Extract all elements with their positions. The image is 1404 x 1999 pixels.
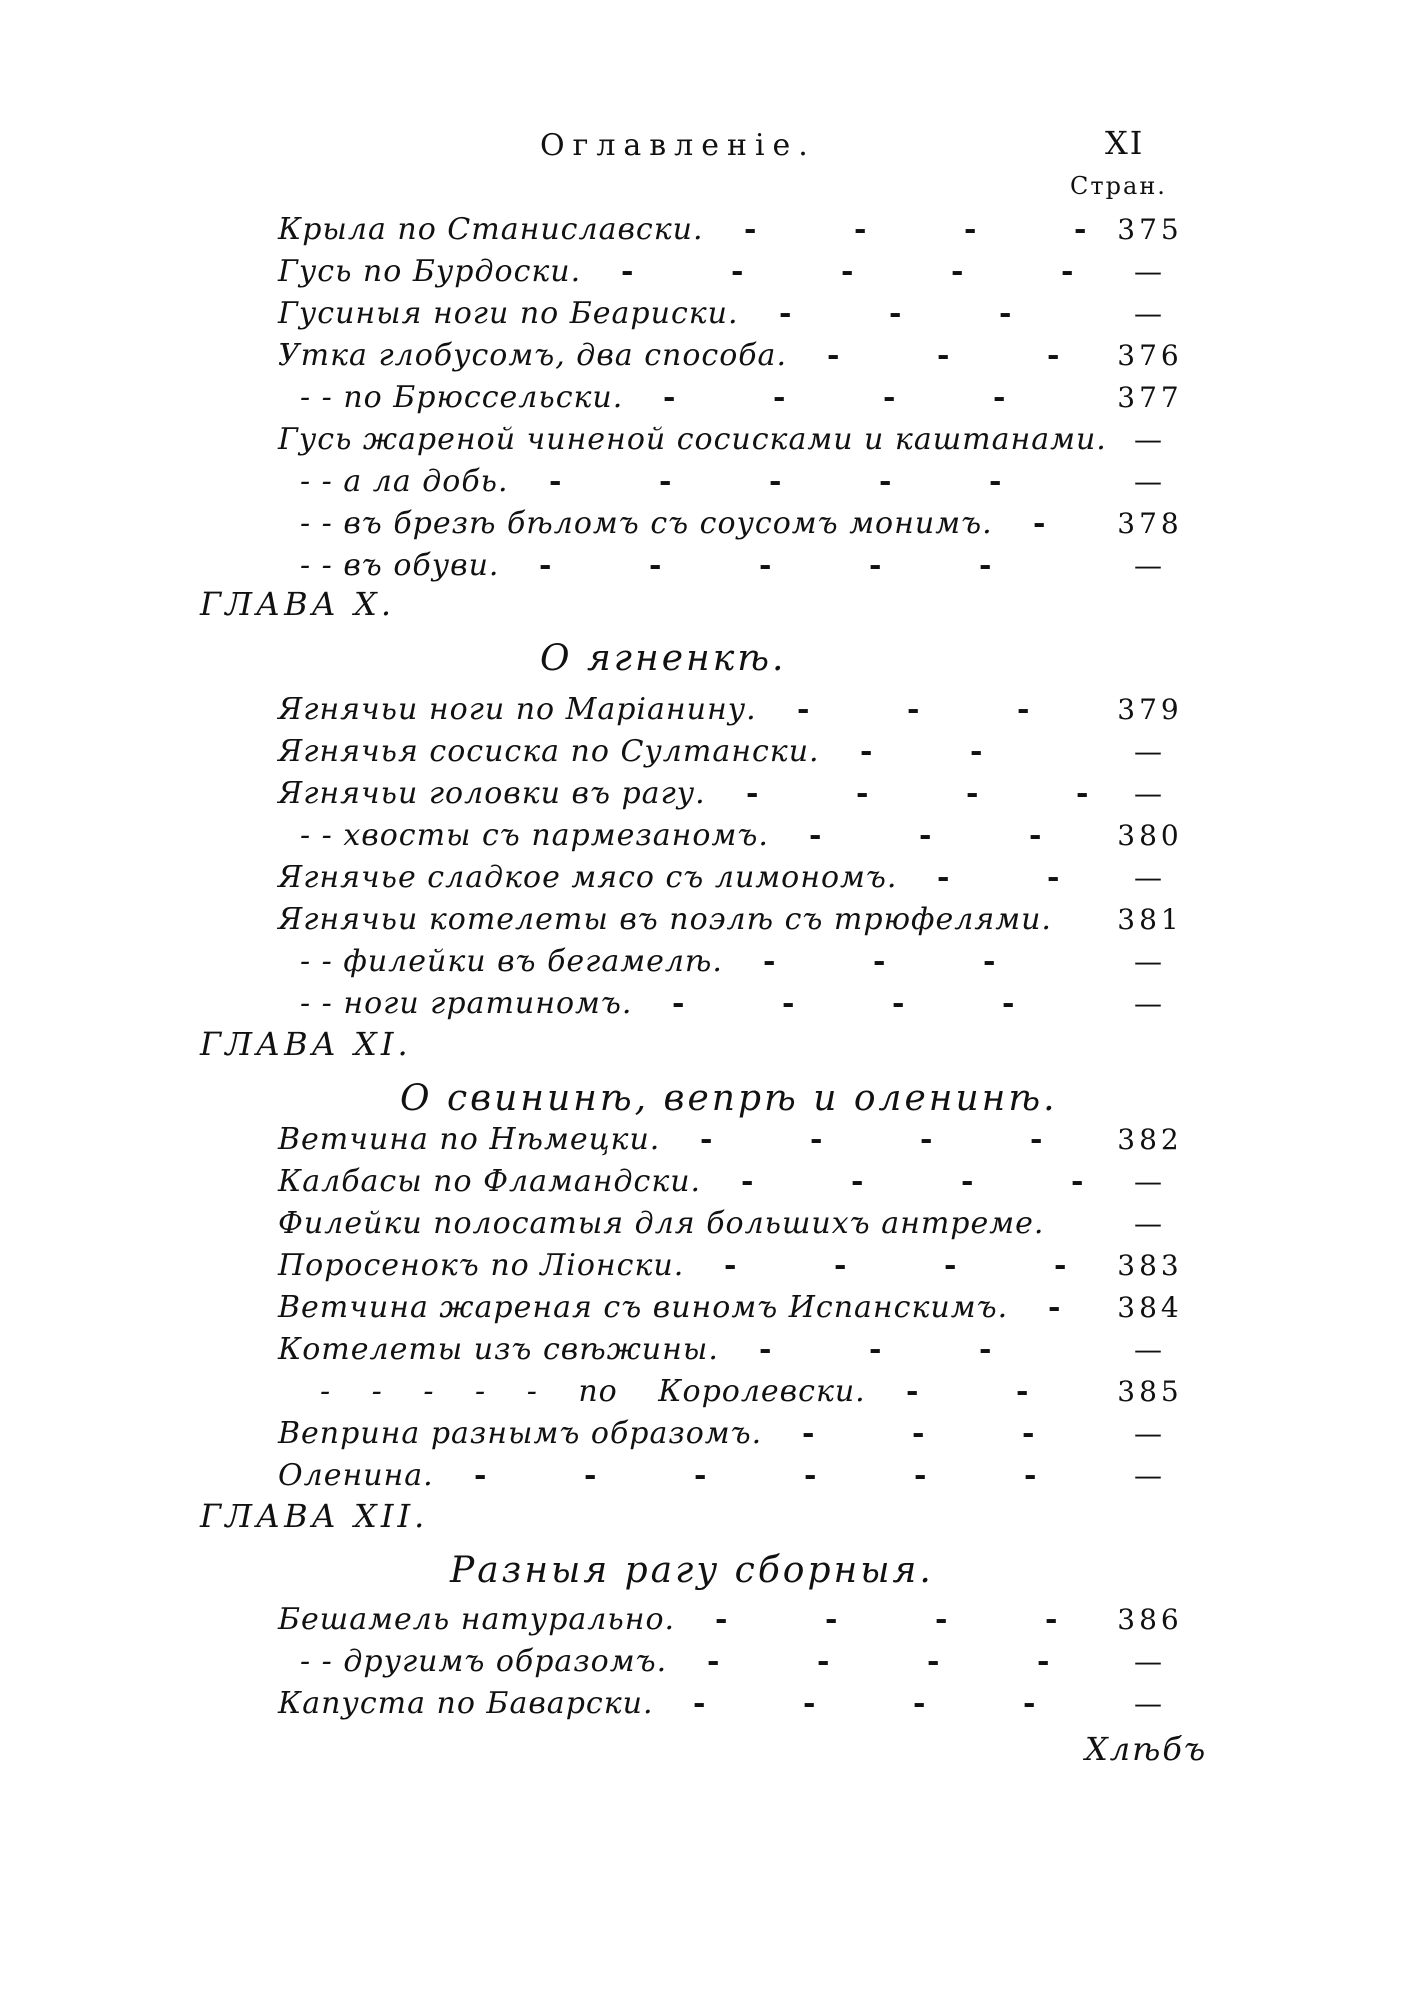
toc-entry-label: Бешамель натурально. [278, 1602, 676, 1637]
leader-dash: - [964, 212, 977, 247]
leader-dash: - [810, 1122, 823, 1157]
chapter-heading: ГЛАВА Х. [200, 585, 395, 623]
leader-dash: - [621, 254, 634, 289]
toc-entry-page: — [1134, 1645, 1166, 1678]
toc-entry [0, 816, 1404, 856]
toc-entry-page: — [1134, 465, 1166, 498]
toc-entry-page: 385 [1117, 1375, 1183, 1408]
leader-dash: - [1076, 776, 1089, 811]
leader-dash: - [913, 1686, 926, 1721]
leader-dash: - [935, 1602, 948, 1637]
toc-entry-page: — [1134, 423, 1166, 456]
leader-dash: - [549, 464, 562, 499]
leader-dash: - [834, 1248, 847, 1283]
toc-entry-label: - - ноги гратиномъ. [300, 986, 633, 1021]
leader-dash: - [782, 986, 795, 1021]
leader-dash: - [966, 776, 979, 811]
toc-entry-label: Ягнячьи котелеты въ поэлѣ съ трюфелями. [278, 902, 1052, 937]
leader-dash: - [707, 1644, 720, 1679]
leader-dash: - [700, 1122, 713, 1157]
toc-entry-page: — [1134, 1333, 1166, 1366]
toc-entry [0, 1372, 1404, 1412]
toc-entry [0, 420, 1404, 460]
leader-dash: - [937, 860, 950, 895]
chapter-title: О ягненкѣ. [540, 638, 787, 679]
leader-dash: - [889, 296, 902, 331]
leader-dash: - [741, 1164, 754, 1199]
toc-entry-label: Гусь по Бурдоски. [278, 254, 582, 289]
toc-entry [0, 546, 1404, 586]
toc-entry [0, 732, 1404, 772]
leader-dash: - [920, 1122, 933, 1157]
leader-dash: - [983, 944, 996, 979]
leader-dash: - [993, 380, 1006, 415]
toc-entry [0, 252, 1404, 292]
toc-entry [0, 690, 1404, 730]
toc-entry-label: - - въ брезѣ бѣломъ съ соусомъ монимъ. [300, 506, 993, 541]
leader-dash: - [731, 254, 744, 289]
catchword: Хлѣбъ [1085, 1730, 1208, 1768]
toc-entry-page: — [1134, 1687, 1166, 1720]
toc-entry-label: - - въ обуви. [300, 548, 500, 583]
toc-entry-page: 377 [1117, 381, 1183, 414]
leader-dash: - [827, 338, 840, 373]
leader-dash: - [802, 1416, 815, 1451]
toc-entry [0, 504, 1404, 544]
toc-entry-page: 384 [1117, 1291, 1183, 1324]
toc-entry-label: Ветчина по Нѣмецки. [278, 1122, 661, 1157]
toc-entry [0, 984, 1404, 1024]
chapter-heading: ГЛАВА ХІ. [200, 1025, 412, 1063]
leader-dash: - [649, 548, 662, 583]
leader-dash: - [851, 1164, 864, 1199]
toc-entry-label: - - по Брюссельски. [300, 380, 624, 415]
toc-entry [0, 336, 1404, 376]
leader-dash: - [860, 734, 873, 769]
toc-entry-label: - - а ла добь. [300, 464, 509, 499]
leader-dash: - [1047, 860, 1060, 895]
toc-entry-label: Ветчина жареная съ виномъ Испанскимъ. [278, 1290, 1009, 1325]
leader-dash: - [759, 1332, 772, 1367]
leader-dash: - [989, 464, 1002, 499]
page-number: XI [1105, 124, 1145, 162]
chapter-heading: ГЛАВА ХІІ. [200, 1497, 429, 1535]
leader-dash: - [779, 296, 792, 331]
toc-entry-page: 386 [1117, 1603, 1183, 1636]
toc-entry-page: — [1134, 861, 1166, 894]
leader-dash: - [1029, 818, 1042, 853]
leader-dash: - [841, 254, 854, 289]
running-title: Оглавленіе. [540, 128, 816, 163]
toc-entry-page: — [1134, 255, 1166, 288]
toc-entry [0, 1456, 1404, 1496]
leader-dash: - [659, 464, 672, 499]
toc-entry-page: 382 [1117, 1123, 1183, 1156]
toc-entry-page: 378 [1117, 507, 1183, 540]
toc-entry-page: — [1134, 777, 1166, 810]
leader-dash: - [854, 212, 867, 247]
leader-dash: - [1023, 1686, 1036, 1721]
toc-entry [0, 1414, 1404, 1454]
leader-dash: - [944, 1248, 957, 1283]
toc-entry-label: Филейки полосатыя для большихъ антреме. [278, 1206, 1045, 1241]
leader-dash: - [999, 296, 1012, 331]
leader-dash: - [869, 548, 882, 583]
leader-dash: - [663, 380, 676, 415]
toc-entry [0, 1600, 1404, 1640]
toc-entry-label: Калбасы по Фламандски. [278, 1164, 702, 1199]
leader-dash: - [759, 548, 772, 583]
toc-entry-label: Ягнячья сосиска по Султански. [278, 734, 820, 769]
leader-dash: - [474, 1458, 487, 1493]
toc-entry-page: 381 [1117, 903, 1183, 936]
leader-dash: - [1022, 1416, 1035, 1451]
leader-dash: - [1048, 1290, 1061, 1325]
leader-dash: - [856, 776, 869, 811]
leader-dash: - [1017, 692, 1030, 727]
leader-dash: - [937, 338, 950, 373]
leader-dash: - [1016, 1374, 1029, 1409]
toc-entry-label: Ягнячьи ноги по Маріанину. [278, 692, 757, 727]
toc-entry [0, 294, 1404, 334]
toc-entry [0, 210, 1404, 250]
toc-entry-page: — [1134, 297, 1166, 330]
leader-dash: - [919, 818, 932, 853]
toc-entry-label: Ягнячьи головки въ рагу. [278, 776, 706, 811]
toc-entry-page: — [1134, 735, 1166, 768]
toc-entry [0, 1162, 1404, 1202]
toc-entry-page: 376 [1117, 339, 1183, 372]
leader-dash: - [912, 1416, 925, 1451]
leader-dash: - [817, 1644, 830, 1679]
leader-dash: - [883, 380, 896, 415]
page-column-label: Стран. [1070, 172, 1167, 200]
toc-entry-label: - - филейки въ бегамелѣ. [300, 944, 723, 979]
toc-entry-page: — [1134, 1165, 1166, 1198]
leader-dash: - [873, 944, 886, 979]
leader-dash: - [1002, 986, 1015, 1021]
toc-entry-label: Котелеты изъ свѣжины. [278, 1332, 719, 1367]
chapter-title: О свининѣ, вепрѣ и оленинѣ. [400, 1078, 1058, 1119]
toc-entry-label: Ягнячье сладкое мясо съ лимономъ. [278, 860, 898, 895]
leader-dash: - [906, 1374, 919, 1409]
leader-dash: - [809, 818, 822, 853]
leader-dash: - [1061, 254, 1074, 289]
toc-entry-page: 379 [1117, 693, 1183, 726]
leader-dash: - [715, 1602, 728, 1637]
toc-entry [0, 774, 1404, 814]
toc-entry [0, 942, 1404, 982]
toc-entry-page: — [1134, 945, 1166, 978]
toc-entry [0, 1330, 1404, 1370]
toc-entry-page: — [1134, 1417, 1166, 1450]
leader-dash: - [539, 548, 552, 583]
toc-entry-label: - - хвосты съ пармезаномъ. [300, 818, 769, 853]
leader-dash: - [803, 1686, 816, 1721]
leader-dash: - [979, 548, 992, 583]
toc-entry-page: 383 [1117, 1249, 1183, 1282]
leader-dash: - [1033, 506, 1046, 541]
toc-entry-page: — [1134, 1459, 1166, 1492]
toc-entry [0, 378, 1404, 418]
leader-dash: - [694, 1458, 707, 1493]
toc-entry-label: - - другимъ образомъ. [300, 1644, 668, 1679]
leader-dash: - [1030, 1122, 1043, 1157]
toc-entry-page: — [1134, 549, 1166, 582]
toc-entry-label: Утка глобусомъ, два способа. [278, 338, 787, 373]
leader-dash: - [804, 1458, 817, 1493]
leader-dash: - [1024, 1458, 1037, 1493]
leader-dash: - [914, 1458, 927, 1493]
toc-entry-label: Капуста по Баварски. [278, 1686, 654, 1721]
leader-dash: - [970, 734, 983, 769]
leader-dash: - [773, 380, 786, 415]
leader-dash: - [1047, 338, 1060, 373]
leader-dash: - [797, 692, 810, 727]
leader-dash: - [744, 212, 757, 247]
leader-dash: - [892, 986, 905, 1021]
toc-entry [0, 1642, 1404, 1682]
toc-entry [0, 1204, 1404, 1244]
leader-dash: - [879, 464, 892, 499]
toc-entry [0, 1246, 1404, 1286]
leader-dash: - [907, 692, 920, 727]
leader-dash: - [1054, 1248, 1067, 1283]
toc-entry-page: — [1134, 987, 1166, 1020]
leader-dash: - [1074, 212, 1087, 247]
toc-entry-page: — [1134, 1207, 1166, 1240]
toc-entry-label: Оленина. [278, 1458, 434, 1493]
toc-entry [0, 1288, 1404, 1328]
leader-dash: - [763, 944, 776, 979]
toc-entry [0, 462, 1404, 502]
chapter-title: Разныя рагу сборныя. [450, 1550, 934, 1591]
leader-dash: - [961, 1164, 974, 1199]
toc-entry-label: Поросенокъ по Ліонски. [278, 1248, 685, 1283]
leader-dash: - [1045, 1602, 1058, 1637]
leader-dash: - [979, 1332, 992, 1367]
toc-entry [0, 1684, 1404, 1724]
toc-entry-label: - - - - - по Королевски. [320, 1374, 866, 1409]
leader-dash: - [951, 254, 964, 289]
toc-entry [0, 858, 1404, 898]
toc-entry-label: Гусь жареной чиненой сосисками и каштанами. [278, 422, 1107, 457]
leader-dash: - [1071, 1164, 1084, 1199]
toc-entry [0, 1120, 1404, 1160]
toc-entry-label: Гусиныя ноги по Беариски. [278, 296, 739, 331]
leader-dash: - [869, 1332, 882, 1367]
toc-entry [0, 900, 1404, 940]
leader-dash: - [825, 1602, 838, 1637]
leader-dash: - [724, 1248, 737, 1283]
toc-entry-page: 375 [1117, 213, 1183, 246]
leader-dash: - [746, 776, 759, 811]
leader-dash: - [693, 1686, 706, 1721]
leader-dash: - [927, 1644, 940, 1679]
toc-entry-page: 380 [1117, 819, 1183, 852]
leader-dash: - [584, 1458, 597, 1493]
toc-entry-label: Веприна разнымъ образомъ. [278, 1416, 763, 1451]
leader-dash: - [1037, 1644, 1050, 1679]
toc-entry-label: Крыла по Станиславски. [278, 212, 704, 247]
leader-dash: - [769, 464, 782, 499]
leader-dash: - [672, 986, 685, 1021]
